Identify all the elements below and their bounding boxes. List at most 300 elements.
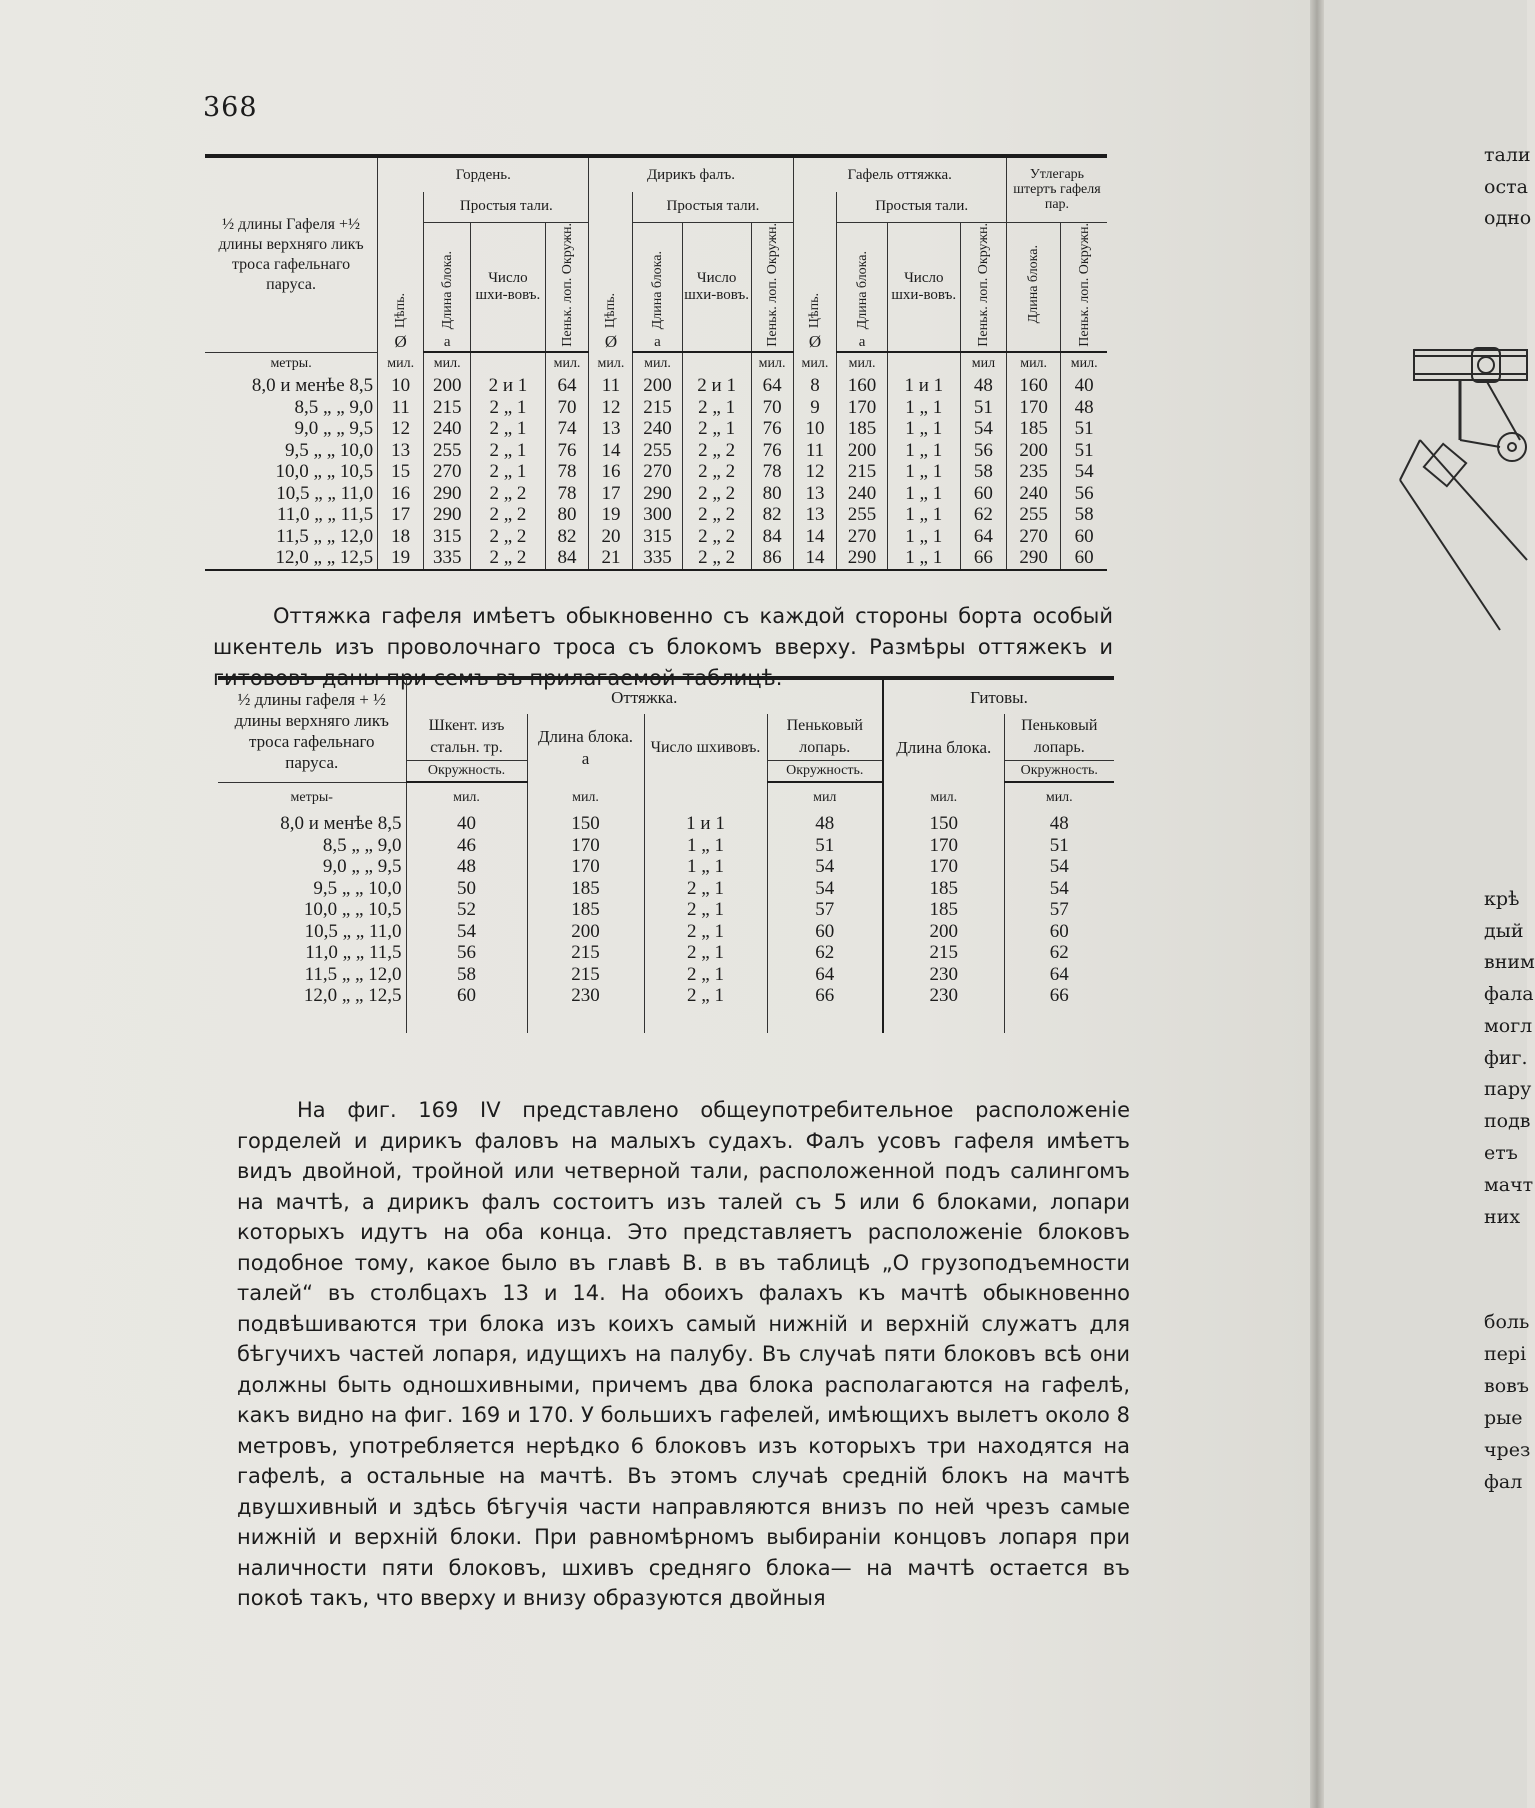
table-cell: 1 „ 1 bbox=[887, 440, 960, 462]
table-cell: 2 „ 1 bbox=[471, 440, 545, 462]
table-cell: 51 bbox=[1061, 440, 1107, 462]
table-cell: 17 bbox=[589, 483, 633, 505]
table-cell: 56 bbox=[960, 440, 1006, 462]
unit-cell: мил. bbox=[545, 352, 589, 375]
table-cell: 2 „ 1 bbox=[471, 397, 545, 419]
unit-cell: мил. bbox=[406, 782, 527, 813]
table-cell: 48 bbox=[960, 375, 1006, 397]
col-block-cell bbox=[527, 714, 644, 782]
table-cell: 185 bbox=[527, 878, 644, 900]
table-cell: 10 bbox=[793, 418, 837, 440]
table-cell: 13 bbox=[793, 483, 837, 505]
rigging-table-2 bbox=[218, 676, 1114, 1033]
group-header-dirik: Дирикъ фалъ. bbox=[589, 156, 793, 192]
right-page-fragment: пері bbox=[1484, 1343, 1527, 1365]
table-cell: 9 bbox=[793, 397, 837, 419]
table-cell: 76 bbox=[545, 440, 589, 462]
table-cell: 230 bbox=[883, 964, 1004, 986]
row-label: 8,5 „ „ 9,0 bbox=[294, 396, 374, 418]
row-label: 11,0 „ „ 11,5 bbox=[276, 504, 374, 526]
table-cell: 64 bbox=[1004, 964, 1114, 986]
table-cell: 215 bbox=[837, 461, 887, 483]
table-cell: 62 bbox=[767, 942, 883, 964]
table-row bbox=[218, 878, 1114, 900]
col-g-rope-sub: Окружность. bbox=[1004, 760, 1114, 782]
unit-cell: метры. bbox=[270, 355, 312, 371]
table-cell: 300 bbox=[633, 504, 682, 526]
table-cell: 12 bbox=[378, 418, 424, 440]
rope-cell bbox=[545, 222, 589, 352]
table-cell: 290 bbox=[633, 483, 682, 505]
table-cell: 170 bbox=[527, 856, 644, 878]
table-cell: 170 bbox=[527, 835, 644, 857]
right-page-fragment: вовъ bbox=[1484, 1375, 1529, 1397]
table-cell: 51 bbox=[767, 835, 883, 857]
table-cell: 19 bbox=[589, 504, 633, 526]
unit-cell: мил. bbox=[751, 352, 793, 375]
spacer-cell bbox=[1004, 1007, 1114, 1033]
table-cell: 60 bbox=[960, 483, 1006, 505]
row-label: 8,5 „ „ 9,0 bbox=[322, 834, 402, 856]
table-cell: 57 bbox=[1004, 899, 1114, 921]
table-cell: 84 bbox=[751, 526, 793, 548]
right-page-fragment: одно bbox=[1484, 207, 1532, 229]
table-cell: 335 bbox=[424, 547, 471, 570]
table-cell: 185 bbox=[837, 418, 887, 440]
table-cell: 10 bbox=[378, 375, 424, 397]
table-cell: 16 bbox=[378, 483, 424, 505]
table-cell: 2 „ 2 bbox=[682, 483, 751, 505]
table-cell: 2 „ 1 bbox=[644, 942, 767, 964]
col-shkent-sub: Окружность. bbox=[406, 760, 527, 782]
right-page-fragment: крѣ bbox=[1484, 888, 1520, 910]
table-cell: 240 bbox=[633, 418, 682, 440]
table-cell: 290 bbox=[837, 547, 887, 570]
sheaves-label: Число шхи-вовъ. bbox=[682, 222, 751, 352]
spacer-cell bbox=[527, 1007, 644, 1033]
table-cell: 2 „ 1 bbox=[682, 397, 751, 419]
table-cell: 78 bbox=[751, 461, 793, 483]
right-page-fragment: вним bbox=[1484, 951, 1535, 973]
rope-label: Пеньк. лоп. Окружн. bbox=[1076, 222, 1092, 347]
table-cell: 58 bbox=[1061, 504, 1107, 526]
table-cell: 2 „ 1 bbox=[644, 964, 767, 986]
table-cell: 60 bbox=[406, 985, 527, 1007]
row-label: 12,0 „ „ 12,5 bbox=[303, 985, 402, 1006]
table-cell: 82 bbox=[751, 504, 793, 526]
table-cell: 2 „ 1 bbox=[644, 899, 767, 921]
block-length-cell bbox=[633, 222, 682, 352]
unit-cell: мил. bbox=[589, 352, 633, 375]
spacer-cell bbox=[767, 1007, 883, 1033]
table-cell: 2 и 1 bbox=[682, 375, 751, 397]
table-cell: 60 bbox=[1004, 921, 1114, 943]
table-cell: 16 bbox=[589, 461, 633, 483]
table-row bbox=[205, 375, 1107, 397]
rope-label: Пеньк. лоп. Окружн. bbox=[764, 222, 780, 347]
table-cell: 48 bbox=[767, 813, 883, 835]
block-length-label: Длина блока. bbox=[854, 250, 870, 330]
unit-cell bbox=[887, 352, 960, 375]
col-g-rope: Пеньковый лопарь. bbox=[1004, 714, 1114, 760]
row-label: 10,0 „ „ 10,5 bbox=[275, 461, 374, 483]
table-cell: 8 bbox=[793, 375, 837, 397]
right-page-fragment: мачт bbox=[1484, 1174, 1534, 1196]
table-cell: 78 bbox=[545, 483, 589, 505]
rope-label: Пеньк. лоп. Окружн. bbox=[559, 222, 575, 347]
table-cell: 2 „ 2 bbox=[471, 526, 545, 548]
table-cell: 54 bbox=[1061, 461, 1107, 483]
table-cell: 20 bbox=[589, 526, 633, 548]
table-cell: 2 „ 2 bbox=[682, 526, 751, 548]
block-symbol: a bbox=[858, 334, 866, 351]
rope-cell bbox=[960, 222, 1006, 352]
table-row bbox=[205, 397, 1107, 419]
unit-cell: мил. bbox=[1006, 352, 1060, 375]
table-cell: 170 bbox=[883, 856, 1004, 878]
table-cell: 54 bbox=[406, 921, 527, 943]
table-cell: 54 bbox=[960, 418, 1006, 440]
table-cell: 200 bbox=[424, 375, 471, 397]
table-cell: 240 bbox=[1006, 483, 1060, 505]
group-header-utlegar: Утлегарь штертъ гафеля пар. bbox=[1006, 156, 1107, 222]
table-cell: 12 bbox=[589, 397, 633, 419]
block-length-cell bbox=[1006, 222, 1060, 352]
table-cell: 60 bbox=[1061, 547, 1107, 570]
table-cell: 1 „ 1 bbox=[887, 461, 960, 483]
rope-label: Пеньк. лоп. Окружн. bbox=[975, 222, 991, 347]
unit-cell: мил. bbox=[1004, 782, 1114, 813]
spacer-cell bbox=[883, 1007, 1004, 1033]
table-cell: 13 bbox=[378, 440, 424, 462]
book-gutter bbox=[1310, 0, 1324, 1808]
unit-cell bbox=[682, 352, 751, 375]
table-cell: 290 bbox=[424, 504, 471, 526]
table-cell: 255 bbox=[424, 440, 471, 462]
col-rope-sub: Окружность. bbox=[767, 760, 883, 782]
chain-cell-2 bbox=[589, 192, 633, 352]
table-cell: 46 bbox=[406, 835, 527, 857]
table-cell: 2 „ 2 bbox=[682, 504, 751, 526]
table-cell: 66 bbox=[767, 985, 883, 1007]
spacer-cell bbox=[644, 1007, 767, 1033]
unit-cell: мил bbox=[960, 352, 1006, 375]
chain-label: Цѣпь. bbox=[603, 293, 619, 329]
chain-symbol: Ø bbox=[808, 332, 822, 352]
table-row bbox=[205, 440, 1107, 462]
col-rope: Пеньковый лопарь. bbox=[767, 714, 883, 760]
row-label: 12,0 „ „ 12,5 bbox=[275, 547, 374, 569]
col-sheaves: Число шхивовъ. bbox=[644, 714, 767, 782]
table-cell: 52 bbox=[406, 899, 527, 921]
table-cell: 40 bbox=[1061, 375, 1107, 397]
table-cell: 76 bbox=[751, 440, 793, 462]
block-length-cell bbox=[837, 222, 887, 352]
table-cell: 51 bbox=[960, 397, 1006, 419]
spacer-cell bbox=[218, 1007, 406, 1033]
chain-cell-1 bbox=[378, 192, 424, 352]
table-row bbox=[218, 964, 1114, 986]
table-cell: 56 bbox=[1061, 483, 1107, 505]
table-cell: 64 bbox=[545, 375, 589, 397]
table-cell: 80 bbox=[751, 483, 793, 505]
chain-symbol: Ø bbox=[394, 332, 407, 352]
table-cell: 315 bbox=[424, 526, 471, 548]
table-cell: 200 bbox=[527, 921, 644, 943]
unit-cell: мил bbox=[767, 782, 883, 813]
right-page-fragment: рые bbox=[1484, 1407, 1523, 1429]
table-cell: 19 bbox=[378, 547, 424, 570]
right-page-fragment: подв bbox=[1484, 1110, 1531, 1132]
table-cell: 15 bbox=[378, 461, 424, 483]
table-row bbox=[205, 526, 1107, 548]
table-cell: 170 bbox=[837, 397, 887, 419]
table-cell: 255 bbox=[837, 504, 887, 526]
table-cell: 13 bbox=[589, 418, 633, 440]
right-page-fragment: могл bbox=[1484, 1015, 1533, 1037]
table-cell: 66 bbox=[960, 547, 1006, 570]
table-spacer-row bbox=[218, 1007, 1114, 1033]
unit-cell: мил. bbox=[527, 782, 644, 813]
table-cell: 54 bbox=[1004, 856, 1114, 878]
table-cell: 270 bbox=[633, 461, 682, 483]
unit-cell: мил. bbox=[424, 352, 471, 375]
table-cell: 18 bbox=[378, 526, 424, 548]
table-cell: 235 bbox=[1006, 461, 1060, 483]
row-label: 9,0 „ „ 9,5 bbox=[322, 856, 402, 877]
unit-cell: метры- bbox=[290, 789, 333, 805]
col-block-label: Длина блока. bbox=[537, 727, 634, 746]
table-cell: 12 bbox=[793, 461, 837, 483]
right-page-fragment: фиг. bbox=[1484, 1047, 1528, 1069]
table-cell: 1 „ 1 bbox=[887, 547, 960, 570]
unit-cell: мил. bbox=[633, 352, 682, 375]
table-cell: 50 bbox=[406, 878, 527, 900]
table-cell: 270 bbox=[424, 461, 471, 483]
group-header-ottyazhka: Оттяжка. bbox=[406, 678, 883, 714]
table-cell: 230 bbox=[527, 985, 644, 1007]
table-cell: 1 „ 1 bbox=[644, 856, 767, 878]
table-cell: 270 bbox=[837, 526, 887, 548]
table-cell: 11 bbox=[378, 397, 424, 419]
col-g-block: Длина блока. bbox=[883, 714, 1004, 782]
table-cell: 56 bbox=[406, 942, 527, 964]
table-cell: 11 bbox=[793, 440, 837, 462]
table-cell: 51 bbox=[1061, 418, 1107, 440]
table-cell: 2 „ 1 bbox=[644, 921, 767, 943]
table-row bbox=[205, 461, 1107, 483]
right-page-fragment: етъ bbox=[1484, 1142, 1518, 1164]
table-cell: 70 bbox=[545, 397, 589, 419]
unit-cell: мил. bbox=[837, 352, 887, 375]
table-cell: 335 bbox=[633, 547, 682, 570]
row-label: 11,0 „ „ 11,5 bbox=[305, 942, 402, 963]
table-row bbox=[205, 547, 1107, 570]
table-cell: 290 bbox=[424, 483, 471, 505]
right-page-fragment: фала bbox=[1484, 983, 1534, 1005]
table-cell: 185 bbox=[527, 899, 644, 921]
table-row bbox=[205, 483, 1107, 505]
table-cell: 215 bbox=[633, 397, 682, 419]
table-row bbox=[218, 985, 1114, 1007]
table-cell: 255 bbox=[1006, 504, 1060, 526]
table-cell: 270 bbox=[1006, 526, 1060, 548]
table-cell: 60 bbox=[767, 921, 883, 943]
col-block-symbol: a bbox=[581, 749, 590, 768]
table-cell: 200 bbox=[837, 440, 887, 462]
paragraph-fig169: На фиг. 169 IV представлено общеупотребительное расположеніе горделей и дирикъ фаловъ на малыхъ судахъ. Фалъ усовъ гафеля имѣетъ видъ двойной, тройной или четверной тали, расположенной подъ салингомъ на мачтѣ, а дирикъ фалъ состоитъ изъ талей съ 5 или 6 блоками, лопари которыхъ идутъ на оба конца. Это представляетъ расположеніе блоковъ подобное тому, какое было въ главѣ В. в въ таблицѣ „О грузоподъемности талей“ въ столбцахъ 13 и 14. На обоихъ фалахъ къ мачтѣ обыкновенно подвѣшиваются три блока изъ коихъ самый нижній и верхній служатъ для бѣгучихъ частей лопаря, идущихъ на палубу. Въ случаѣ пяти блоковъ всѣ они должны быть одношхивными, причемъ два блока располагаются на гафелѣ, какъ видно на фиг. 169 и 170. У большихъ гафелей, имѣющихъ вылетъ около 8 метровъ, употребляется нерѣдко 6 блоковъ изъ которыхъ три находятся на гафелѣ, а остальные на мачтѣ. Въ этомъ случаѣ средній блокъ на мачтѣ двушхивный и здѣсь бѣгучія части направляются внизъ по ней чрезъ самые нижній и верхній блоки. При равномѣрномъ выбираніи концовъ лопаря при наличности пяти блоковъ, шхивъ средняго блока— на мачтѣ остается въ покоѣ такъ, что вверху и внизу образуются двойныя bbox=[237, 1098, 1130, 1610]
units-row bbox=[218, 782, 1114, 813]
table-cell: 48 bbox=[1061, 397, 1107, 419]
table-cell: 62 bbox=[960, 504, 1006, 526]
sheaves-label: Число шхи-вовъ. bbox=[471, 222, 545, 352]
table-cell: 80 bbox=[545, 504, 589, 526]
table-cell: 2 „ 1 bbox=[644, 985, 767, 1007]
table-cell: 2 „ 1 bbox=[644, 878, 767, 900]
row-label: 9,5 „ „ 10,0 bbox=[285, 439, 374, 461]
block-length-cell bbox=[424, 222, 471, 352]
table-cell: 54 bbox=[1004, 878, 1114, 900]
table-row bbox=[218, 813, 1114, 835]
row-label: 8,0 и менѣе 8,5 bbox=[280, 813, 402, 834]
table-row bbox=[218, 921, 1114, 943]
block-symbol: a bbox=[443, 334, 451, 351]
rope-cell bbox=[1061, 222, 1107, 352]
table-cell: 82 bbox=[545, 526, 589, 548]
unit-cell bbox=[471, 352, 545, 375]
unit-cell bbox=[644, 782, 767, 813]
table-cell: 84 bbox=[545, 547, 589, 570]
table-row bbox=[205, 504, 1107, 526]
row-label: 9,5 „ „ 10,0 bbox=[313, 877, 402, 899]
chain-symbol: Ø bbox=[604, 332, 618, 352]
table-cell: 2 „ 2 bbox=[471, 547, 545, 570]
spacer-cell bbox=[406, 1007, 527, 1033]
table-cell: 200 bbox=[1006, 440, 1060, 462]
table-row bbox=[218, 899, 1114, 921]
table-cell: 170 bbox=[1006, 397, 1060, 419]
chain-cell-3 bbox=[793, 192, 837, 352]
row-header-cell: ½ длины гафеля + ½ длины верхняго ликъ троса гафельнаго паруса. bbox=[218, 678, 406, 782]
rope-cell bbox=[751, 222, 793, 352]
table-cell: 1 „ 1 bbox=[887, 504, 960, 526]
col-shkent: Шкент. изъ стальн. тр. bbox=[406, 714, 527, 760]
paragraph-gaff-vang: Оттяжка гафеля имѣетъ обыкновенно съ каждой стороны борта особый шкентель изъ проволочнаго троса съ блокомъ вверху. Размѣры оттяжекъ и гитововъ даны при семъ въ прилагаемой таблицѣ. bbox=[213, 604, 1113, 690]
table-cell: 54 bbox=[767, 878, 883, 900]
table-cell: 76 bbox=[751, 418, 793, 440]
table-cell: 17 bbox=[378, 504, 424, 526]
table-row bbox=[205, 418, 1107, 440]
page-number: 368 bbox=[203, 92, 258, 123]
unit-cell: мил. bbox=[793, 352, 837, 375]
table-cell: 2 и 1 bbox=[471, 375, 545, 397]
table-cell: 64 bbox=[960, 526, 1006, 548]
table-cell: 11 bbox=[589, 375, 633, 397]
group-header-gorden: Гордень. bbox=[378, 156, 589, 192]
table-cell: 1 „ 1 bbox=[887, 397, 960, 419]
table-cell: 14 bbox=[793, 526, 837, 548]
subheader-tali-2: Простыя тали. bbox=[633, 192, 793, 222]
table-cell: 62 bbox=[1004, 942, 1114, 964]
table-cell: 215 bbox=[527, 964, 644, 986]
table-cell: 86 bbox=[751, 547, 793, 570]
table-cell: 58 bbox=[960, 461, 1006, 483]
table-cell: 2 „ 1 bbox=[682, 418, 751, 440]
table-cell: 2 „ 2 bbox=[471, 483, 545, 505]
row-label: 9,0 „ „ 9,5 bbox=[294, 418, 374, 440]
table-cell: 13 bbox=[793, 504, 837, 526]
table-cell: 64 bbox=[767, 964, 883, 986]
table-cell: 57 bbox=[767, 899, 883, 921]
table-cell: 2 „ 1 bbox=[471, 461, 545, 483]
right-page-fragment: оста bbox=[1484, 176, 1528, 198]
row-label: 10,5 „ „ 11,0 bbox=[304, 920, 402, 942]
table-cell: 185 bbox=[1006, 418, 1060, 440]
unit-cell: мил. bbox=[883, 782, 1004, 813]
table-cell: 1 и 1 bbox=[887, 375, 960, 397]
table-cell: 170 bbox=[883, 835, 1004, 857]
table-cell: 2 „ 2 bbox=[682, 547, 751, 570]
table-cell: 240 bbox=[424, 418, 471, 440]
subheader-tali-1: Простыя тали. bbox=[424, 192, 589, 222]
table-cell: 48 bbox=[406, 856, 527, 878]
table-cell: 64 bbox=[751, 375, 793, 397]
table-cell: 290 bbox=[1006, 547, 1060, 570]
sheaves-label: Число шхи-вовъ. bbox=[887, 222, 960, 352]
table-cell: 54 bbox=[767, 856, 883, 878]
table-cell: 185 bbox=[883, 899, 1004, 921]
right-page-fragment: фал bbox=[1484, 1471, 1523, 1493]
table-row bbox=[218, 942, 1114, 964]
table-cell: 1 „ 1 bbox=[887, 418, 960, 440]
block-symbol: a bbox=[654, 334, 661, 351]
table-cell: 215 bbox=[883, 942, 1004, 964]
chain-label: Цѣпь. bbox=[393, 293, 409, 329]
block-length-label: Длина блока. bbox=[1026, 245, 1042, 324]
table-cell: 1 „ 1 bbox=[644, 835, 767, 857]
group-header-gafel: Гафель оттяжка. bbox=[793, 156, 1006, 192]
table-cell: 160 bbox=[1006, 375, 1060, 397]
unit-cell: мил. bbox=[1061, 352, 1107, 375]
right-page-fragment: чрез bbox=[1484, 1439, 1531, 1461]
chain-label: Цѣпь. bbox=[807, 293, 823, 329]
row-label: 8,0 и менѣе 8,5 bbox=[251, 375, 374, 397]
table-cell: 200 bbox=[633, 375, 682, 397]
table-cell: 215 bbox=[527, 942, 644, 964]
table-cell: 40 bbox=[406, 813, 527, 835]
table-cell: 1 и 1 bbox=[644, 813, 767, 835]
table-cell: 21 bbox=[589, 547, 633, 570]
group-header-gitovy: Гитовы. bbox=[883, 678, 1114, 714]
right-page-fragment: пару bbox=[1484, 1078, 1532, 1100]
right-page-fragment: них bbox=[1484, 1206, 1521, 1228]
table-cell: 150 bbox=[527, 813, 644, 835]
table-cell: 2 „ 1 bbox=[471, 418, 545, 440]
row-label: 11,5 „ „ 12,0 bbox=[304, 963, 402, 985]
table-cell: 2 „ 2 bbox=[682, 440, 751, 462]
table-cell: 14 bbox=[589, 440, 633, 462]
units-row bbox=[205, 352, 1107, 375]
row-label: 10,5 „ „ 11,0 bbox=[276, 482, 374, 504]
row-label: 11,5 „ „ 12,0 bbox=[276, 525, 374, 547]
table-cell: 315 bbox=[633, 526, 682, 548]
table-cell: 1 „ 1 bbox=[887, 483, 960, 505]
table-cell: 160 bbox=[837, 375, 887, 397]
right-page-fragment: дый bbox=[1484, 920, 1524, 942]
unit-cell: мил. bbox=[378, 352, 424, 375]
table-cell: 2 „ 2 bbox=[471, 504, 545, 526]
row-label: 10,0 „ „ 10,5 bbox=[303, 899, 402, 920]
